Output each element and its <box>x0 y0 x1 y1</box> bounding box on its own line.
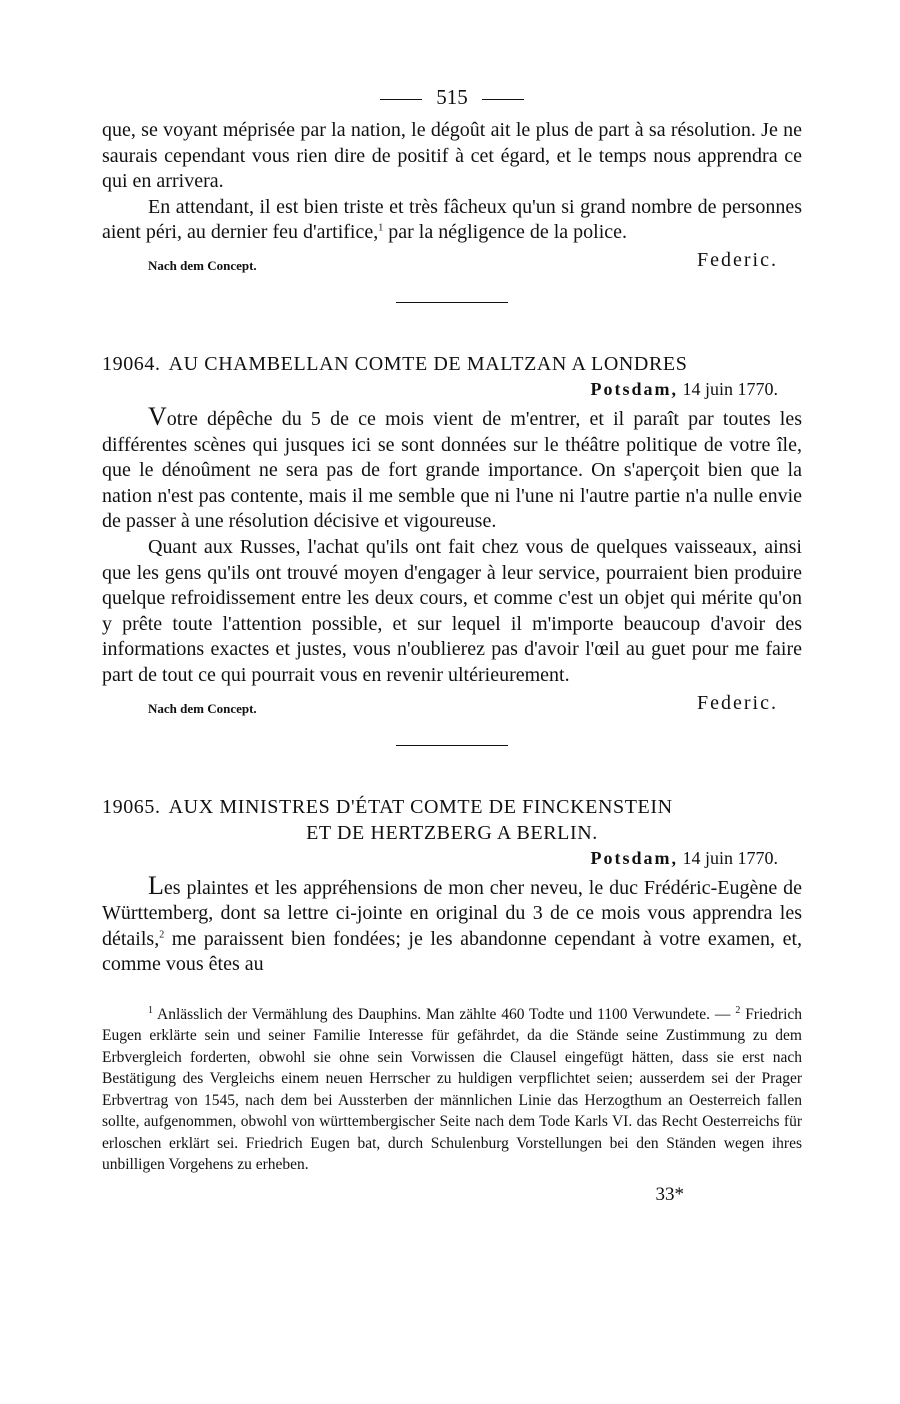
letter-date: 14 juin 1770. <box>682 378 778 399</box>
footnote-text <box>102 1004 802 1176</box>
continued-paragraph-2-tail: par la négligence de la police. <box>383 221 628 244</box>
letter-place: Potsdam, <box>590 378 678 399</box>
book-page <box>102 82 802 1206</box>
continued-paragraph-2 <box>102 195 802 246</box>
continued-letter-closing <box>102 248 802 274</box>
letter-body-19065 <box>102 870 802 978</box>
footnote-ref-2: 2 <box>159 929 165 941</box>
continued-letter <box>102 118 802 246</box>
running-head-dash-left <box>380 99 422 100</box>
section-divider <box>396 745 508 746</box>
letter-addressee-line-1: AUX MINISTRES D'ÉTAT COMTE DE FINCKENSTEIN <box>168 795 673 818</box>
letter-number: 19064. <box>102 352 161 375</box>
letter-paragraph-1 <box>102 870 802 978</box>
initial-letter: V <box>148 401 167 431</box>
letter-paragraph-2: Quant aux Russes, l'achat qu'ils ont fait chez vous de quelques vaisseaux, ainsi que les gens qu'ils ont trouvé moyen d'engager à leur service, pourraient bien produire quelque refroidissement entre les deux cours, et comme c'est un objet qui mérite qu'on y prête toute l'attention possible, et sur lequel il m'importe beaucoup d'avoir des informations exactes et justes, vous n'oublierez pas d'avoir l'œil au guet pour me faire part de tout ce qui pourrait vous en revenir ultérieurement. <box>102 535 802 686</box>
continued-paragraph-1: que, se voyant méprisée par la nation, le dégoût ait le plus de part à sa résolution. Je ne saurais cependant vous rien dire de positif à cet égard, et le temps nous apprendra ce qui en arrivera. <box>102 119 802 193</box>
footnotes <box>102 1004 802 1176</box>
letter-place: Potsdam, <box>590 847 678 868</box>
footnote-2: Friedrich Eugen erklärte sein und seiner Familie Interesse für gefährdet, da die Stände seine Zustimmung zu dem Erbvergleich forderten, obwohl sie ohne sein Vorwissen die Clausel eingefügt hätten, dass sie erst nach Bestätigung des Vergleichs einem neuen Herrscher zu huldigen verpflichtet seien; ausserdem sei der Prager Erbvertrag von 1545, nach dem bei Aussterben der männlichen Linie das Herzogthum an Oesterreich fallen sollte, aufgenommen, obwohl von württembergischer Seite nach dem Tode Karls VI. das Recht Oesterreichs für erloschen erklärt sei. Friedrich Eugen bat, durch Schulenburg Vorstellungen bei den Ständen wegen ihres unbilligen Vorgehens zu erheben. <box>102 1005 803 1174</box>
signature: Federic. <box>697 248 778 271</box>
initial-letter: L <box>148 870 164 900</box>
letter-date: 14 juin 1770. <box>682 847 778 868</box>
printer-signature-mark: 33* <box>655 1183 684 1205</box>
section-divider <box>396 302 508 303</box>
letter-paragraph-1 <box>102 401 802 535</box>
footnote-ref-1: 1 <box>378 222 384 234</box>
source-note: Nach dem Concept. <box>148 700 257 716</box>
continued-paragraph-2-text: En attendant, il est bien triste et très fâcheux qu'un si grand nombre de personnes aient péri, au dernier feu d'artifice, <box>102 195 802 244</box>
letter-heading-19064 <box>102 351 802 377</box>
footnote-marker-1: 1 <box>148 1004 153 1016</box>
running-head <box>102 82 802 112</box>
letter-paragraph-1-text: otre dépêche du 5 de ce mois vient de m'entrer, et il paraît par toutes les différentes scènes qui jusques ici se sont données sur le théâtre politique de votre île, que le dénoûment ne sera pas de fort grande importance. On s'aperçoit bien que la nation n'est pas contente, mais il me semble que ni l'une ni l'autre partie n'a nulle envie de passer à une résolution décisive et vigoureuse. <box>102 407 802 533</box>
letter-body-19064 <box>102 401 802 689</box>
footnote-marker-2: 2 <box>735 1004 741 1016</box>
running-head-dash-right <box>482 99 524 100</box>
letter-closing-19064 <box>102 691 802 717</box>
letter-paragraph-1-tail: me paraissent bien fondées; je les abandonne cependant à votre examen, et, comme vous êtes au <box>102 927 802 976</box>
page-number: 515 <box>436 85 468 109</box>
letter-addressee-line-2: ET DE HERTZBERG A BERLIN. <box>306 821 598 844</box>
footnote-1: Anlässlich der Vermählung des Dauphins. Man zählte 460 Todte und 1100 Verwundete. — <box>157 1005 731 1023</box>
letter-heading-19065 <box>102 794 802 846</box>
letter-addressee: AU CHAMBELLAN COMTE DE MALTZAN A LONDRES <box>168 352 688 375</box>
letter-paragraph-1-text: es plaintes et les appréhensions de mon cher neveu, le duc Frédéric-Eugène de Württemberg, dont sa lettre ci-jointe en original du 3 de ce mois vous apprendra les détails, <box>102 876 802 950</box>
letter-place-date <box>102 379 802 400</box>
letter-place-date <box>102 848 802 869</box>
signature: Federic. <box>697 691 778 714</box>
letter-number: 19065. <box>102 795 161 818</box>
source-note: Nach dem Concept. <box>148 257 257 273</box>
